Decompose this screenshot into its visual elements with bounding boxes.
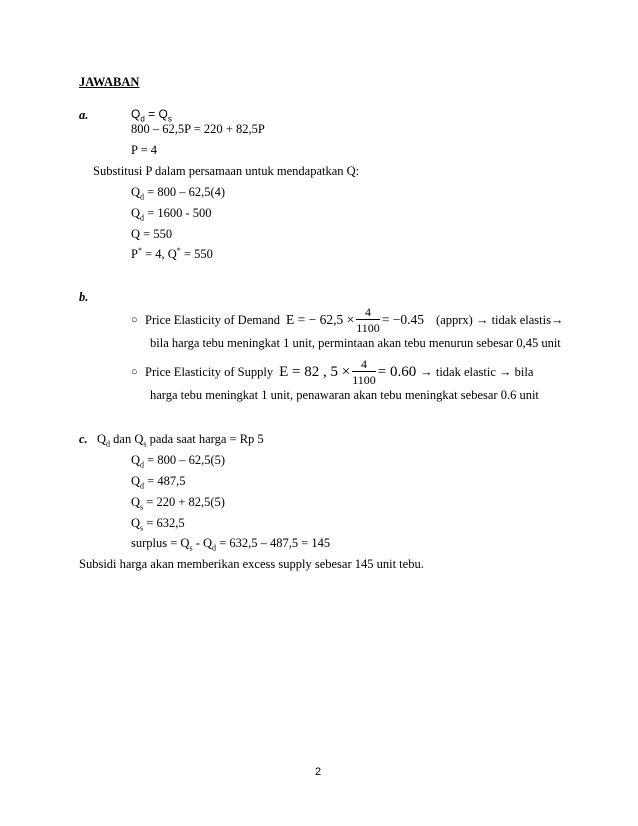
demand-fraction: $\frac{4}{1100}$ [356,305,380,335]
heading: JAWABAN [79,75,140,89]
bullet-icon: ○ [131,313,138,326]
part-a-eq7: Q = 550 [131,227,173,241]
part-a-eq6: $Q_d = 1600 - 500$ [131,206,212,223]
part-a-eq2: 800 – 62,5P = 220 + 82,5P [131,122,265,136]
part-a-eq3: P = 4 [131,143,158,157]
part-c-eq3: $Q_s = 220 + 82,5(5)$ [131,495,225,512]
part-c-surplus: surplus = $Q_s - Q_d = 632,5 - 487,5 = 145$ [131,536,331,553]
part-b-label: b. [79,290,89,304]
part-c-label: c. [79,432,88,446]
supply-elasticity-line: ○ Price Elasticity of Supply E = 82 , 5 × $\frac{4}{1100}$ = 0.60 → tidak elastic → bila [131,357,534,387]
part-c-intro: $Q_d$ dan $Q_s$ pada saat harga = Rp 5 [97,432,264,449]
demand-elasticity-line: ○ Price Elasticity of Demand E = − 62,5 × $\frac{4}{1100}$ = −0.45 (apprx) → tidak elastis→ [131,305,564,335]
part-c-eq1: $Q_d = 800 - 62,5(5)$ [131,453,226,470]
part-a-substitusi: Substitusi P dalam persamaan untuk mendapatkan Q: [93,164,360,178]
supply-explanation: harga tebu meningkat 1 unit, penawaran akan tebu meningkat sebesar 0.6 unit [150,388,539,402]
demand-explanation: bila harga tebu meningkat 1 unit, permintaan akan tebu menurun sebesar 0,45 unit [150,336,561,350]
part-a-eq5: $Q_d = 800 - 62,5(4)$ [131,185,226,202]
part-a-label: a. [79,108,89,122]
part-a-eq1: $Q_d = Q_s$ [131,107,172,124]
part-a-eq8: P* = 4, Q* = 550 [131,245,213,261]
page-number: 2 [315,766,322,778]
bullet-icon: ○ [131,365,138,378]
part-c-eq4: $Q_s = 632,5$ [131,516,185,533]
part-c-conclusion: Subsidi harga akan memberikan excess supply sebesar 145 unit tebu. [79,557,424,571]
part-c-eq2: $Q_d = 487,5$ [131,474,186,491]
supply-fraction: $\frac{4}{1100}$ [352,357,376,387]
